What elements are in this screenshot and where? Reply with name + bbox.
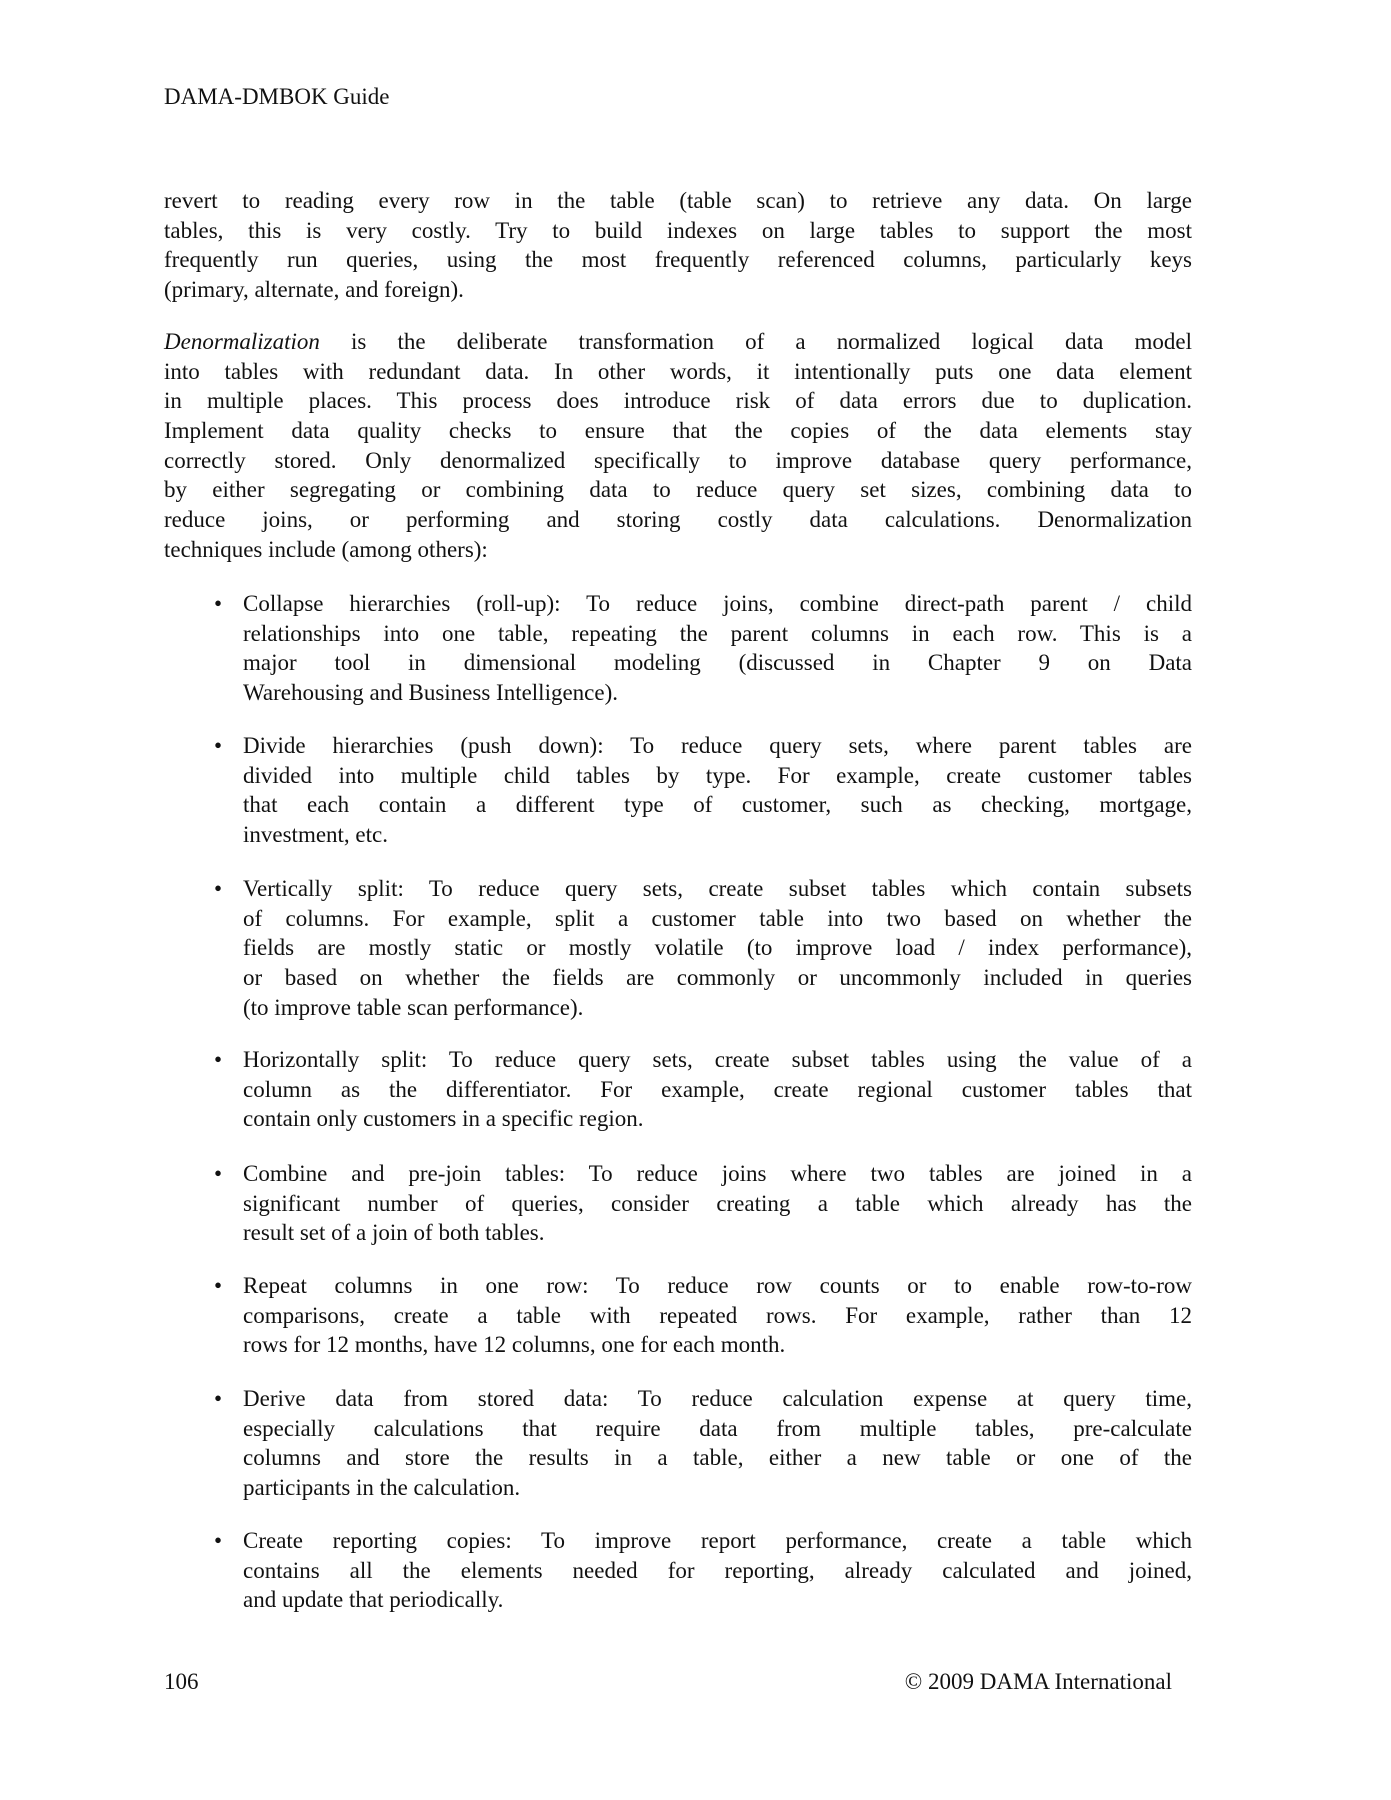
list-item-text — [243, 589, 1192, 708]
paragraph-line: rows for 12 months, have 12 columns, one for each month. — [243, 1332, 786, 1358]
term-denormalization: Denormalization — [164, 329, 320, 354]
copyright: © 2009 DAMA International — [904, 1669, 1172, 1694]
paragraph-line: contains all the elements needed for reporting, already calculated and joined, — [243, 1557, 1192, 1583]
paragraph-line: result set of a join of both tables. — [243, 1220, 545, 1246]
bullet-icon: • — [214, 1386, 223, 1411]
list-item-text — [243, 1271, 1192, 1360]
paragraph-line: into tables with redundant data. In other words, it intentionally puts one data element — [164, 358, 1192, 384]
bullet-icon: • — [214, 1161, 223, 1186]
paragraph-line: Collapse hierarchies (roll-up): To reduce joins, combine direct-path parent / child — [243, 591, 1192, 616]
paragraph-line: revert to reading every row in the table (table scan) to retrieve any data. On large — [164, 188, 1192, 213]
list-item-text — [243, 731, 1192, 850]
paragraph-line: Horizontally split: To reduce query sets, create subset tables using the value of a — [243, 1047, 1192, 1072]
bullet-icon: • — [214, 1047, 223, 1072]
paragraph-line: major tool in dimensional modeling (discussed in Chapter 9 on Data — [243, 650, 1192, 676]
paragraph-line: relationships into one table, repeating the parent columns in each row. This is a — [243, 620, 1192, 646]
paragraph-line: Divide hierarchies (push down): To reduce query sets, where parent tables are — [243, 733, 1192, 758]
paragraph-line: Derive data from stored data: To reduce calculation expense at query time, — [243, 1386, 1192, 1411]
paragraph-line: in multiple places. This process does introduce risk of data errors due to duplication. — [164, 388, 1192, 414]
running-header: DAMA-DMBOK Guide — [164, 84, 390, 109]
page-number: 106 — [164, 1669, 199, 1694]
paragraph-line: divided into multiple child tables by type. For example, create customer tables — [243, 762, 1192, 788]
paragraph-line: by either segregating or combining data to reduce query set sizes, combining data to — [164, 477, 1192, 503]
paragraph-line: frequently run queries, using the most frequently referenced columns, particularly keys — [164, 247, 1192, 273]
bullet-icon: • — [214, 591, 223, 616]
list-item-text — [243, 874, 1192, 1022]
paragraph-line: (primary, alternate, and foreign). — [164, 277, 464, 303]
paragraph-line: (to improve table scan performance). — [243, 994, 584, 1020]
bullet-icon: • — [214, 876, 223, 901]
paragraph-line: tables, this is very costly. Try to build indexes on large tables to support the most — [164, 217, 1192, 243]
paragraph-line: Vertically split: To reduce query sets, create subset tables which contain subsets — [243, 876, 1192, 901]
paragraph-line: reduce joins, or performing and storing costly data calculations. Denormalization — [164, 507, 1192, 533]
paragraph-line: Repeat columns in one row: To reduce row counts or to enable row-to-row — [243, 1273, 1192, 1298]
paragraph-line: correctly stored. Only denormalized specifically to improve database query performance, — [164, 447, 1192, 473]
paragraph-line: techniques include (among others): — [164, 536, 488, 562]
bullet-icon: • — [214, 733, 223, 758]
paragraph-line: especially calculations that require data from multiple tables, pre-calculate — [243, 1415, 1192, 1441]
list-item-text — [243, 1045, 1192, 1134]
paragraph-line: and update that periodically. — [243, 1587, 504, 1613]
paragraph-table-scan — [164, 186, 1192, 305]
list-item-text — [243, 1159, 1192, 1248]
paragraph-line: Combine and pre-join tables: To reduce joins where two tables are joined in a — [243, 1161, 1192, 1186]
bullet-icon: • — [214, 1273, 223, 1298]
paragraph-line: or based on whether the fields are commonly or uncommonly included in queries — [243, 965, 1192, 991]
list-item-text — [243, 1384, 1192, 1503]
paragraph-line — [164, 327, 1192, 357]
paragraph-line: column as the differentiator. For example, create regional customer tables that — [243, 1076, 1192, 1102]
paragraph-line: participants in the calculation. — [243, 1475, 521, 1501]
paragraph-line: contain only customers in a specific region. — [243, 1106, 644, 1132]
paragraph-line: comparisons, create a table with repeated rows. For example, rather than 12 — [243, 1302, 1192, 1328]
list-item-text — [243, 1526, 1192, 1615]
paragraph-line: significant number of queries, consider creating a table which already has the — [243, 1190, 1192, 1216]
paragraph-line: Implement data quality checks to ensure that the copies of the data elements stay — [164, 418, 1192, 444]
paragraph-denormalization — [164, 327, 1192, 565]
paragraph-line: fields are mostly static or mostly volatile (to improve load / index performance), — [243, 935, 1192, 961]
bullet-icon: • — [214, 1528, 223, 1553]
paragraph-line: of columns. For example, split a customer table into two based on whether the — [243, 905, 1192, 931]
paragraph-line: Warehousing and Business Intelligence). — [243, 680, 618, 706]
paragraph-line: Create reporting copies: To improve report performance, create a table which — [243, 1528, 1192, 1553]
paragraph-line: investment, etc. — [243, 822, 388, 848]
line-text: is the deliberate transformation of a normalized logical data model — [319, 329, 1192, 354]
paragraph-line: columns and store the results in a table, either a new table or one of the — [243, 1445, 1192, 1471]
paragraph-line: that each contain a different type of customer, such as checking, mortgage, — [243, 792, 1192, 818]
